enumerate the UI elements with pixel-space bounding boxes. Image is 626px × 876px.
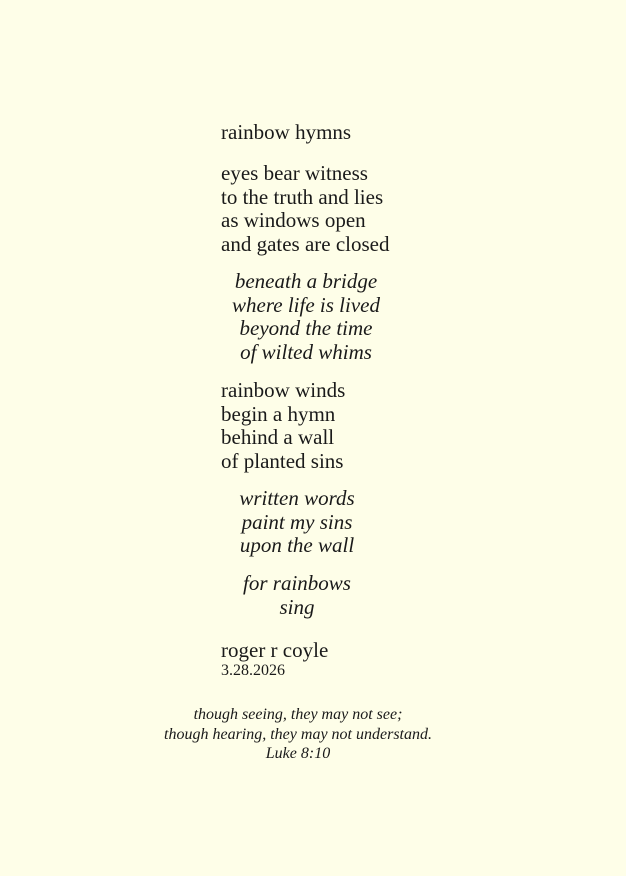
stanza-line: as windows open <box>221 208 366 233</box>
stanza-line: upon the wall <box>239 533 355 558</box>
stanza-line: of planted sins <box>221 449 344 474</box>
epigraph <box>100 705 496 764</box>
stanza-line: written words <box>239 486 355 510</box>
stanza-2 <box>200 270 412 365</box>
epigraph-line: though seeing, they may not see; <box>193 706 403 723</box>
stanza-5 <box>193 572 401 619</box>
epigraph-citation: Luke 8:10 <box>265 745 331 762</box>
stanza-line: rainbow winds <box>221 378 346 402</box>
epigraph-line: though hearing, they may not understand. <box>164 725 432 743</box>
stanza-line: and gates are closed <box>221 232 390 257</box>
stanza-1 <box>221 162 390 257</box>
stanza-4 <box>193 487 401 558</box>
stanza-line: to the truth and lies <box>221 184 384 209</box>
author-name: roger r coyle <box>221 638 329 662</box>
stanza-3 <box>221 379 345 474</box>
poem-date: 3.28.2026 <box>221 662 285 679</box>
stanza-line: eyes bear witness <box>221 161 368 185</box>
stanza-line: beneath a bridge <box>234 269 378 293</box>
poem-title: rainbow hymns <box>221 120 352 144</box>
stanza-line: beyond the time <box>239 316 373 341</box>
stanza-line: behind a wall <box>221 425 335 450</box>
stanza-line: where life is lived <box>232 292 380 317</box>
stanza-line: paint my sins <box>241 509 353 534</box>
stanza-line: of wilted whims <box>240 340 372 365</box>
stanza-line: sing <box>279 594 315 619</box>
stanza-line: for rainbows <box>243 571 351 595</box>
stanza-line: begin a hymn <box>221 401 336 426</box>
